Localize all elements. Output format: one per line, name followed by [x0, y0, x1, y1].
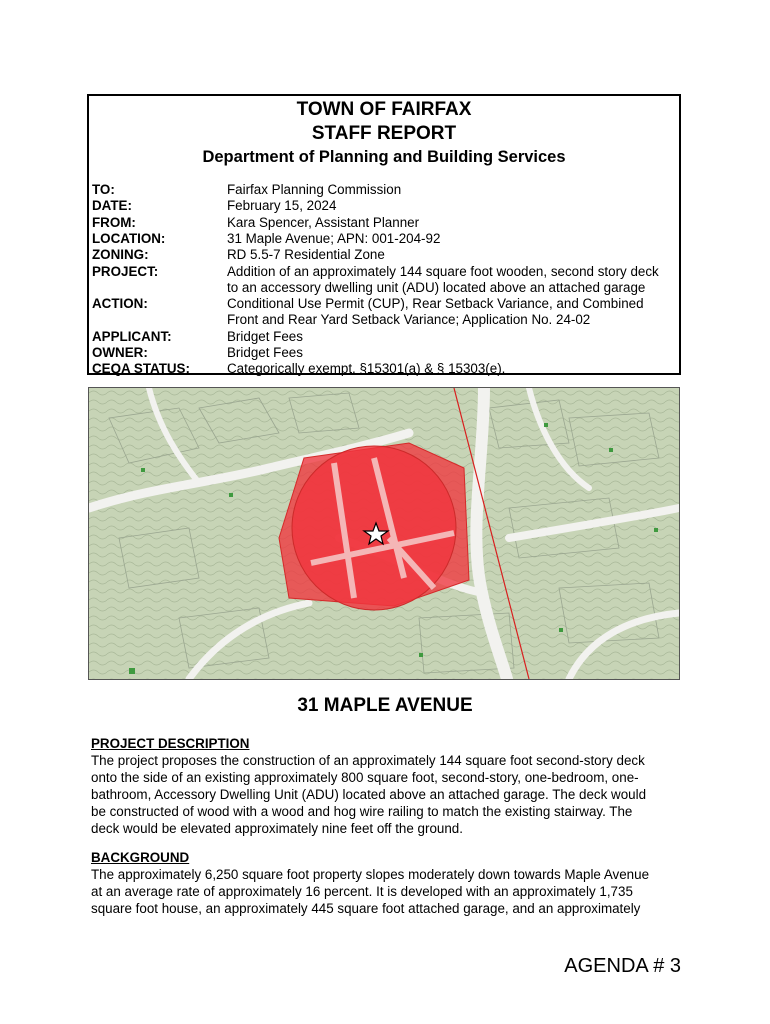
action-label: ACTION: [92, 296, 148, 311]
location-value: 31 Maple Avenue; APN: 001-204-92 [227, 231, 441, 246]
owner-value: Bridget Fees [227, 345, 303, 360]
text-line: square foot house, an approximately 445 square foot attached garage, and an approximately [91, 901, 641, 916]
ceqa-label: CEQA STATUS: [92, 361, 190, 376]
to-label: TO: [92, 182, 115, 197]
from-label: FROM: [92, 215, 136, 230]
project-value-line2: to an accessory dwelling unit (ADU) located above an attached garage [227, 280, 646, 295]
text-line: at an average rate of approximately 16 percent. It is developed with an approximately 1,735 [91, 884, 633, 899]
date-value: February 15, 2024 [227, 198, 337, 213]
project-description-text [91, 752, 681, 837]
address-heading: 31 MAPLE AVENUE [297, 695, 473, 716]
project-value-line1: Addition of an approximately 144 square foot wooden, second story deck [227, 264, 659, 279]
report-title: STAFF REPORT [311, 123, 457, 144]
from-value: Kara Spencer, Assistant Planner [227, 215, 420, 230]
text-line: The project proposes the construction of an approximately 144 square foot second-story deck [91, 753, 645, 768]
location-label: LOCATION: [92, 231, 166, 246]
map-drawing [89, 388, 679, 679]
text-line: The approximately 6,250 square foot property slopes moderately down towards Maple Avenue [91, 867, 650, 882]
applicant-value: Bridget Fees [227, 329, 303, 344]
text-line: deck would be elevated approximately nine feet off the ground. [91, 821, 463, 836]
owner-label: OWNER: [92, 345, 148, 360]
department-title: Department of Planning and Building Services [202, 148, 566, 166]
project-label: PROJECT: [92, 264, 159, 279]
text-line: bathroom, Accessory Dwelling Unit (ADU) located above an attached garage. The deck would [91, 787, 647, 802]
report-header-box [87, 94, 681, 375]
zoning-value: RD 5.5-7 Residential Zone [227, 247, 385, 262]
action-value-line1: Conditional Use Permit (CUP), Rear Setback Variance, and Combined [227, 296, 644, 311]
background-heading: BACKGROUND [91, 850, 190, 865]
to-value: Fairfax Planning Commission [227, 182, 402, 197]
zoning-label: ZONING: [92, 247, 149, 262]
project-description-heading: PROJECT DESCRIPTION [91, 736, 250, 751]
date-label: DATE: [92, 198, 132, 213]
town-title: TOWN OF FAIRFAX [296, 99, 472, 120]
notification-buffer [279, 443, 469, 610]
text-line: onto the side of an existing approximately 800 square foot, second-story, one-bedroom, one- [91, 770, 639, 785]
text-line: be constructed of wood with a wood and hog wire railing to match the existing stairway. The [91, 804, 633, 819]
agenda-number: AGENDA # 3 [564, 955, 681, 977]
vicinity-map [88, 387, 680, 680]
applicant-label: APPLICANT: [92, 329, 172, 344]
action-value-line2: Front and Rear Yard Setback Variance; Application No. 24-02 [227, 312, 591, 327]
ceqa-value: Categorically exempt, §15301(a) & § 15303(e). [227, 361, 506, 376]
background-text [91, 866, 681, 917]
